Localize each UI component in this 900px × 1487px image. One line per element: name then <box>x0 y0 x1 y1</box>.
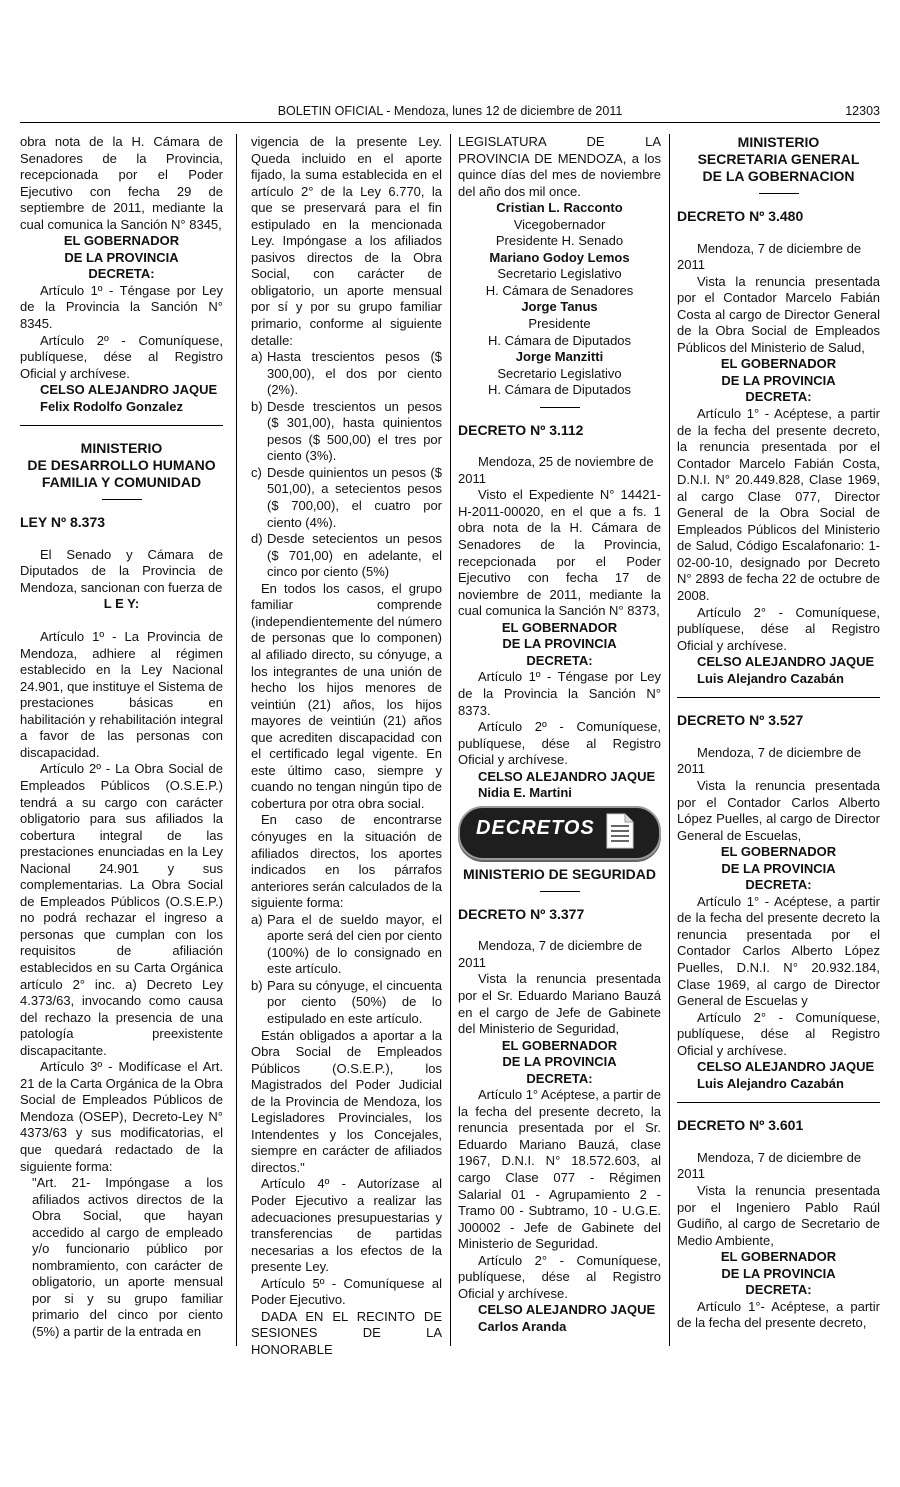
article-2: Artículo 2º - Comuníquese, publíquese, dése al Registro Oficial y archívese. <box>458 719 661 768</box>
governor-heading: EL GOBERNADOR <box>720 844 837 860</box>
signatory-role: Secretario Legislativo <box>497 365 622 381</box>
decree-text: Vista la renuncia presentada por el Contador Marcelo Fabián Costa al cargo de Director General de la Obra Social de Empleados Públicos del Ministerio de Salud, <box>677 273 880 355</box>
decreta-heading: DECRETA: <box>526 1070 593 1086</box>
article-1: Artículo 1° Acéptese, a partir de la fecha del presente decreto, la renuncia presentada por el Sr. Eduardo Mariano Bauzá, clase 1967, D.N.I. N° 18.572.603, al cargo Clase 077 - Régimen Salarial 01 - Agrupamiento 2 - Tramo 00 - Subtramo, 10 - U.G.E. J00002 - Jefe de Gabinete del Ministerio de Seguridad. <box>458 1087 661 1252</box>
province-heading: DE LA PROVINCIA <box>502 636 617 652</box>
governor-heading: EL GOBERNADOR <box>63 233 180 249</box>
ministry-line-2: DE DESARROLLO HUMANO <box>27 457 216 474</box>
column-1 <box>20 134 223 1341</box>
signature-minister: Luis Alejandro Cazabán <box>697 1075 844 1091</box>
column-divider <box>669 134 670 1346</box>
province-heading: DE LA PROVINCIA <box>502 1054 617 1070</box>
article-2: Artículo 2º - Comuníquese, publíquese, dése al Registro Oficial y archívese. <box>20 332 223 381</box>
short-rule <box>102 499 142 500</box>
article-1: Artículo 1º - Téngase por Ley de la Provincia la Sanción N° 8345. <box>20 282 223 332</box>
law-word: L E Y: <box>103 596 140 612</box>
article-2: Artículo 2° - Comuníquese, publíquese, dése al Registro Oficial y archívese. <box>677 604 880 653</box>
decree-title: DECRETO Nº 3.112 <box>458 421 584 438</box>
obligated-paragraph: Están obligados a aportar a la Obra Social de Empleados Públicos (O.S.E.P.), los Magistrados del Poder Judicial de la Provincia de Mendoza, los Legisladores Provinciales, los Intendentes y los Concejales, siempre en carácter de afiliados directos." <box>251 1027 442 1175</box>
article-1: Artículo 1° - Acéptese, a partir de la fecha del presente decreto la renuncia presentada por el Contador Carlos Alberto López Puelles, D.N.I. N° 20.932.184, Clase 1969, al cargo de Director General de Escuelas y <box>677 893 880 1009</box>
ministry-heading: MINISTERIO DE SEGURIDAD <box>463 865 656 882</box>
province-heading: DE LA PROVINCIA <box>64 249 179 265</box>
decree-title: DECRETO Nº 3.377 <box>458 905 585 922</box>
signature-minister: Nidia E. Martini <box>478 785 572 801</box>
column-4 <box>677 134 880 1332</box>
signatory-name: Jorge Manzitti <box>515 349 604 365</box>
ministry-line-2: SECRETARIA GENERAL <box>697 151 860 167</box>
signature-minister: Felix Rodolfo Gonzalez <box>40 398 184 414</box>
decree-intro: obra nota de la H. Cámara de Senadores de la Provincia, recepcionada por el Poder Ejecutivo con fecha 29 de septiembre de 2011, mediante la cual comunica la Sanción N° 8345, <box>20 134 223 232</box>
short-rule <box>759 193 799 194</box>
signatory-role: Vicegobernador <box>513 216 606 232</box>
section-divider <box>677 1102 880 1103</box>
signature-governor: CELSO ALEJANDRO JAQUE <box>40 382 218 398</box>
column-divider <box>236 134 237 1346</box>
ministry-line-3: DE LA GOBERNACION <box>702 168 855 184</box>
list-item: a) Para el de sueldo mayor, el aporte será del cien por ciento (100%) de lo consignado en este artículo. <box>251 911 442 977</box>
signatory-role: H. Cámara de Diputados <box>487 382 632 398</box>
signatory-role: Presidente H. Senado <box>495 233 624 249</box>
signatory-name: Cristian L. Racconto <box>496 200 623 216</box>
province-heading: DE LA PROVINCIA <box>721 860 836 876</box>
decree-title: DECRETO Nº 3.601 <box>677 1117 804 1134</box>
short-rule <box>540 891 580 892</box>
short-rule <box>540 407 580 408</box>
governor-heading: EL GOBERNADOR <box>720 356 837 372</box>
family-paragraph: En todos los casos, el grupo familiar comprende (independientemente del número de personas que lo componen) al afiliado directo, su cónyuge, a los integrantes de una unión de hecho los hijos menores de veintiún (21) años, los hijos mayores de veintiún (21) años que acrediten discapacidad con el certificado legal vigente. En este último caso, siempre y cuando no tengan ningún tipo de cobertura por otra obra social. <box>251 580 442 811</box>
decree-text: Vista la renuncia presentada por el Contador Carlos Alberto López Puelles, al cargo de Director General de Escuelas, <box>677 777 880 843</box>
signatory-role: H. Cámara de Senadores <box>485 282 634 298</box>
law-continuation: vigencia de la presente Ley. Queda incluido en el aporte fijado, la suma establecida en el artículo 2° de la Ley 6.770, la que se preservará para el fin estipulado en la mencionada Ley. Impóngase a los afiliados pasivos directos de la Obra Social, con carácter de obligatorio, un aporte mensual por sí y por su grupo familiar primario, conforme al siguiente detalle: <box>251 134 442 348</box>
decree-date: Mendoza, 7 de diciembre de 2011 <box>677 240 862 273</box>
law-quote: "Art. 21- Impóngase a los afiliados activos directos de la Obra Social, que hayan accedido al cargo de empleado y/o funcionario público por nombramiento, con carácter de obligatorio, un aporte mensual por si y su grupo familiar primario del cinco por ciento (5%) a partir de la entrada en <box>32 1175 223 1339</box>
article-2: Artículo 2° - Comuníquese, publíquese, dése al Registro Oficial y archívese. <box>677 1009 880 1058</box>
list-item: d) Desde setecientos un pesos ($ 701,00) en adelante, el cinco por ciento (5%) <box>251 531 442 580</box>
signatory-name: Mariano Godoy Lemos <box>489 249 630 265</box>
list-item: a) Hasta trescientos pesos ($ 300,00), el dos por ciento (2%). <box>251 349 442 398</box>
law-article-5: Artículo 5º - Comuníquese al Poder Ejecutivo. <box>251 1275 442 1308</box>
governor-heading: EL GOBERNADOR <box>501 619 618 635</box>
decree-date: Mendoza, 7 de diciembre de 2011 <box>677 1149 862 1182</box>
list-item: c) Desde quinientos un pesos ($ 501,00), a setecientos pesos ($ 700,00), el cuatro por ciento (4%). <box>251 464 442 530</box>
law-article-4: Artículo 4º - Autorízase al Poder Ejecutivo a realizar las adecuaciones presupuestarias y transferencias de partidas necesarias a los efectos de la presente Ley. <box>251 1176 442 1275</box>
decreta-heading: DECRETA: <box>745 389 812 405</box>
article-1: Artículo 1°- Acéptese, a partir de la fecha del presente decreto, <box>677 1298 880 1331</box>
section-divider <box>20 425 223 426</box>
signature-minister: Carlos Aranda <box>478 1318 567 1334</box>
document-icon <box>605 812 635 850</box>
page-number: 12303 <box>845 104 880 118</box>
law-article-3: Artículo 3º - Modifícase el Art. 21 de la Carta Orgánica de la Obra Social de Empleados Públicos de Mendoza (OSEP), Decreto-Ley N° 4373/63 y sus modificatorias, el que quedará redactado de la siguiente forma: <box>20 1059 223 1174</box>
decreta-heading: DECRETA: <box>745 1282 812 1298</box>
signature-governor: CELSO ALEJANDRO JAQUE <box>697 654 875 670</box>
governor-heading: EL GOBERNADOR <box>720 1249 837 1265</box>
article-1: Artículo 1º - Téngase por Ley de la Provincia la Sanción N° 8373. <box>458 669 661 718</box>
signatory-role: H. Cámara de Diputados <box>487 332 632 348</box>
decree-text: Vista la renuncia presentada por el Ingeniero Pablo Raúl Gudiño, al cargo de Secretario de Medio Ambiente, <box>677 1182 880 1248</box>
province-heading: DE LA PROVINCIA <box>721 372 836 388</box>
decree-title: DECRETO Nº 3.480 <box>677 208 804 224</box>
decree-date: Mendoza, 25 de noviembre de 2011 <box>458 454 654 486</box>
legislature-close: LEGISLATURA DE LA PROVINCIA DE MENDOZA, a los quince días del mes de noviembre del año dos mil once. <box>458 134 661 199</box>
signatory-name: Jorge Tanus <box>521 299 598 315</box>
article-2: Artículo 2° - Comuníquese, publíquese, dése al Registro Oficial y archívese. <box>458 1252 661 1301</box>
signature-governor: CELSO ALEJANDRO JAQUE <box>478 768 656 784</box>
decree-title: DECRETO Nº 3.527 <box>677 712 804 729</box>
signatory-role: Secretario Legislativo <box>497 266 622 282</box>
decree-text: Vista la renuncia presentada por el Sr. Eduardo Mariano Bauzá en el cargo de Jefe de Gabinete del Ministerio de Seguridad, <box>458 971 661 1037</box>
law-title: LEY Nº 8.373 <box>20 514 106 531</box>
law-intro: El Senado y Cámara de Diputados de la Provincia de Mendoza, sancionan con fuerza de <box>20 546 223 595</box>
signature-governor: CELSO ALEJANDRO JAQUE <box>697 1059 875 1075</box>
section-divider <box>677 697 880 698</box>
decreta-heading: DECRETA: <box>526 652 593 668</box>
signatory-role: Presidente <box>528 316 591 332</box>
law-article-2: Artículo 2º - La Obra Social de Empleados Públicos (O.S.E.P.) tendrá a su cargo con carácter obligatorio para sus afiliados la cobertura integral de las prestaciones enunciadas en la Ley Nacional 24.901 y sus complementarias. La Obra Social de Empleados Públicos (O.S.E.P.) no podrá rechazar el ingreso a personas que cumplan con los requisitos de afiliación establecidos en su Carta Orgánica artículo 2° inc. a) Decreto Ley 4.373/63, invocando como causa del rechazo la presencia de una patología preexistente discapacitante. <box>20 761 223 1058</box>
header-title: BOLETIN OFICIAL - Mendoza, lunes 12 de diciembre de 2011 <box>277 104 623 118</box>
spouses-paragraph: En caso de encontrarse cónyuges en la situación de afiliados directos, los aportes indicados en los párrafos anteriores serán calculados de la siguiente forma: <box>251 812 442 911</box>
province-heading: DE LA PROVINCIA <box>721 1265 836 1281</box>
decretos-banner <box>458 806 661 860</box>
column-3 <box>458 134 661 1335</box>
governor-heading: EL GOBERNADOR <box>501 1037 618 1053</box>
column-2 <box>251 134 442 1358</box>
page-header <box>20 104 880 123</box>
decree-text: Visto el Expediente N° 14421-H-2011-00020, en el que a fs. 1 obra nota de la H. Cámara de Senadores de la Provincia, recepcionada por el Poder Ejecutivo con fecha 17 de noviembre de 2011, mediante la cual comunica la Sanción N° 8373, <box>458 487 661 619</box>
decreta-heading: DECRETA: <box>745 877 812 893</box>
given-in: DADA EN EL RECINTO DE SESIONES DE LA HONORABLE <box>251 1308 442 1357</box>
signature-governor: CELSO ALEJANDRO JAQUE <box>478 1302 656 1318</box>
decree-date: Mendoza, 7 de diciembre de 2011 <box>458 938 643 970</box>
ministry-line-1: MINISTERIO <box>737 134 820 150</box>
list-item: b) Desde trescientos un pesos ($ 301,00), hasta quinientos pesos ($ 500,00) el tres por ciento (3%). <box>251 398 442 464</box>
law-article-1: Artículo 1º - La Provincia de Mendoza, adhiere al régimen establecido en la Ley Nacional 24.901, que instituye el Sistema de prestaciones básicas en habilitación y rehabilitación integral a favor de las personas con discapacidad. <box>20 629 223 760</box>
ministry-line-1: MINISTERIO <box>80 440 163 457</box>
signature-minister: Luis Alejandro Cazabán <box>697 670 844 686</box>
decreta-heading: DECRETA: <box>88 266 155 282</box>
column-divider <box>450 134 451 1346</box>
banner-label: DECRETOS <box>476 816 595 839</box>
article-1: Artículo 1° - Acéptese, a partir de la fecha del presente decreto, la renuncia presentada por el Contador Marcelo Fabián Costa, D.N.I. N° 20.449.828, Clase 1969, al cargo Clase 077, Director General de la Obra Social de Empleados Públicos del Ministerio de Salud, Código Escalafonario: 1-02-00-10, designado por Decreto N° 2893 de fecha 22 de octubre de 2008. <box>677 406 880 604</box>
decree-date: Mendoza, 7 de diciembre de 2011 <box>677 744 862 777</box>
list-item: b) Para su cónyuge, el cincuenta por ciento (50%) de lo estipulado en este artículo. <box>251 977 442 1026</box>
ministry-line-3: FAMILIA Y COMUNIDAD <box>41 474 202 491</box>
